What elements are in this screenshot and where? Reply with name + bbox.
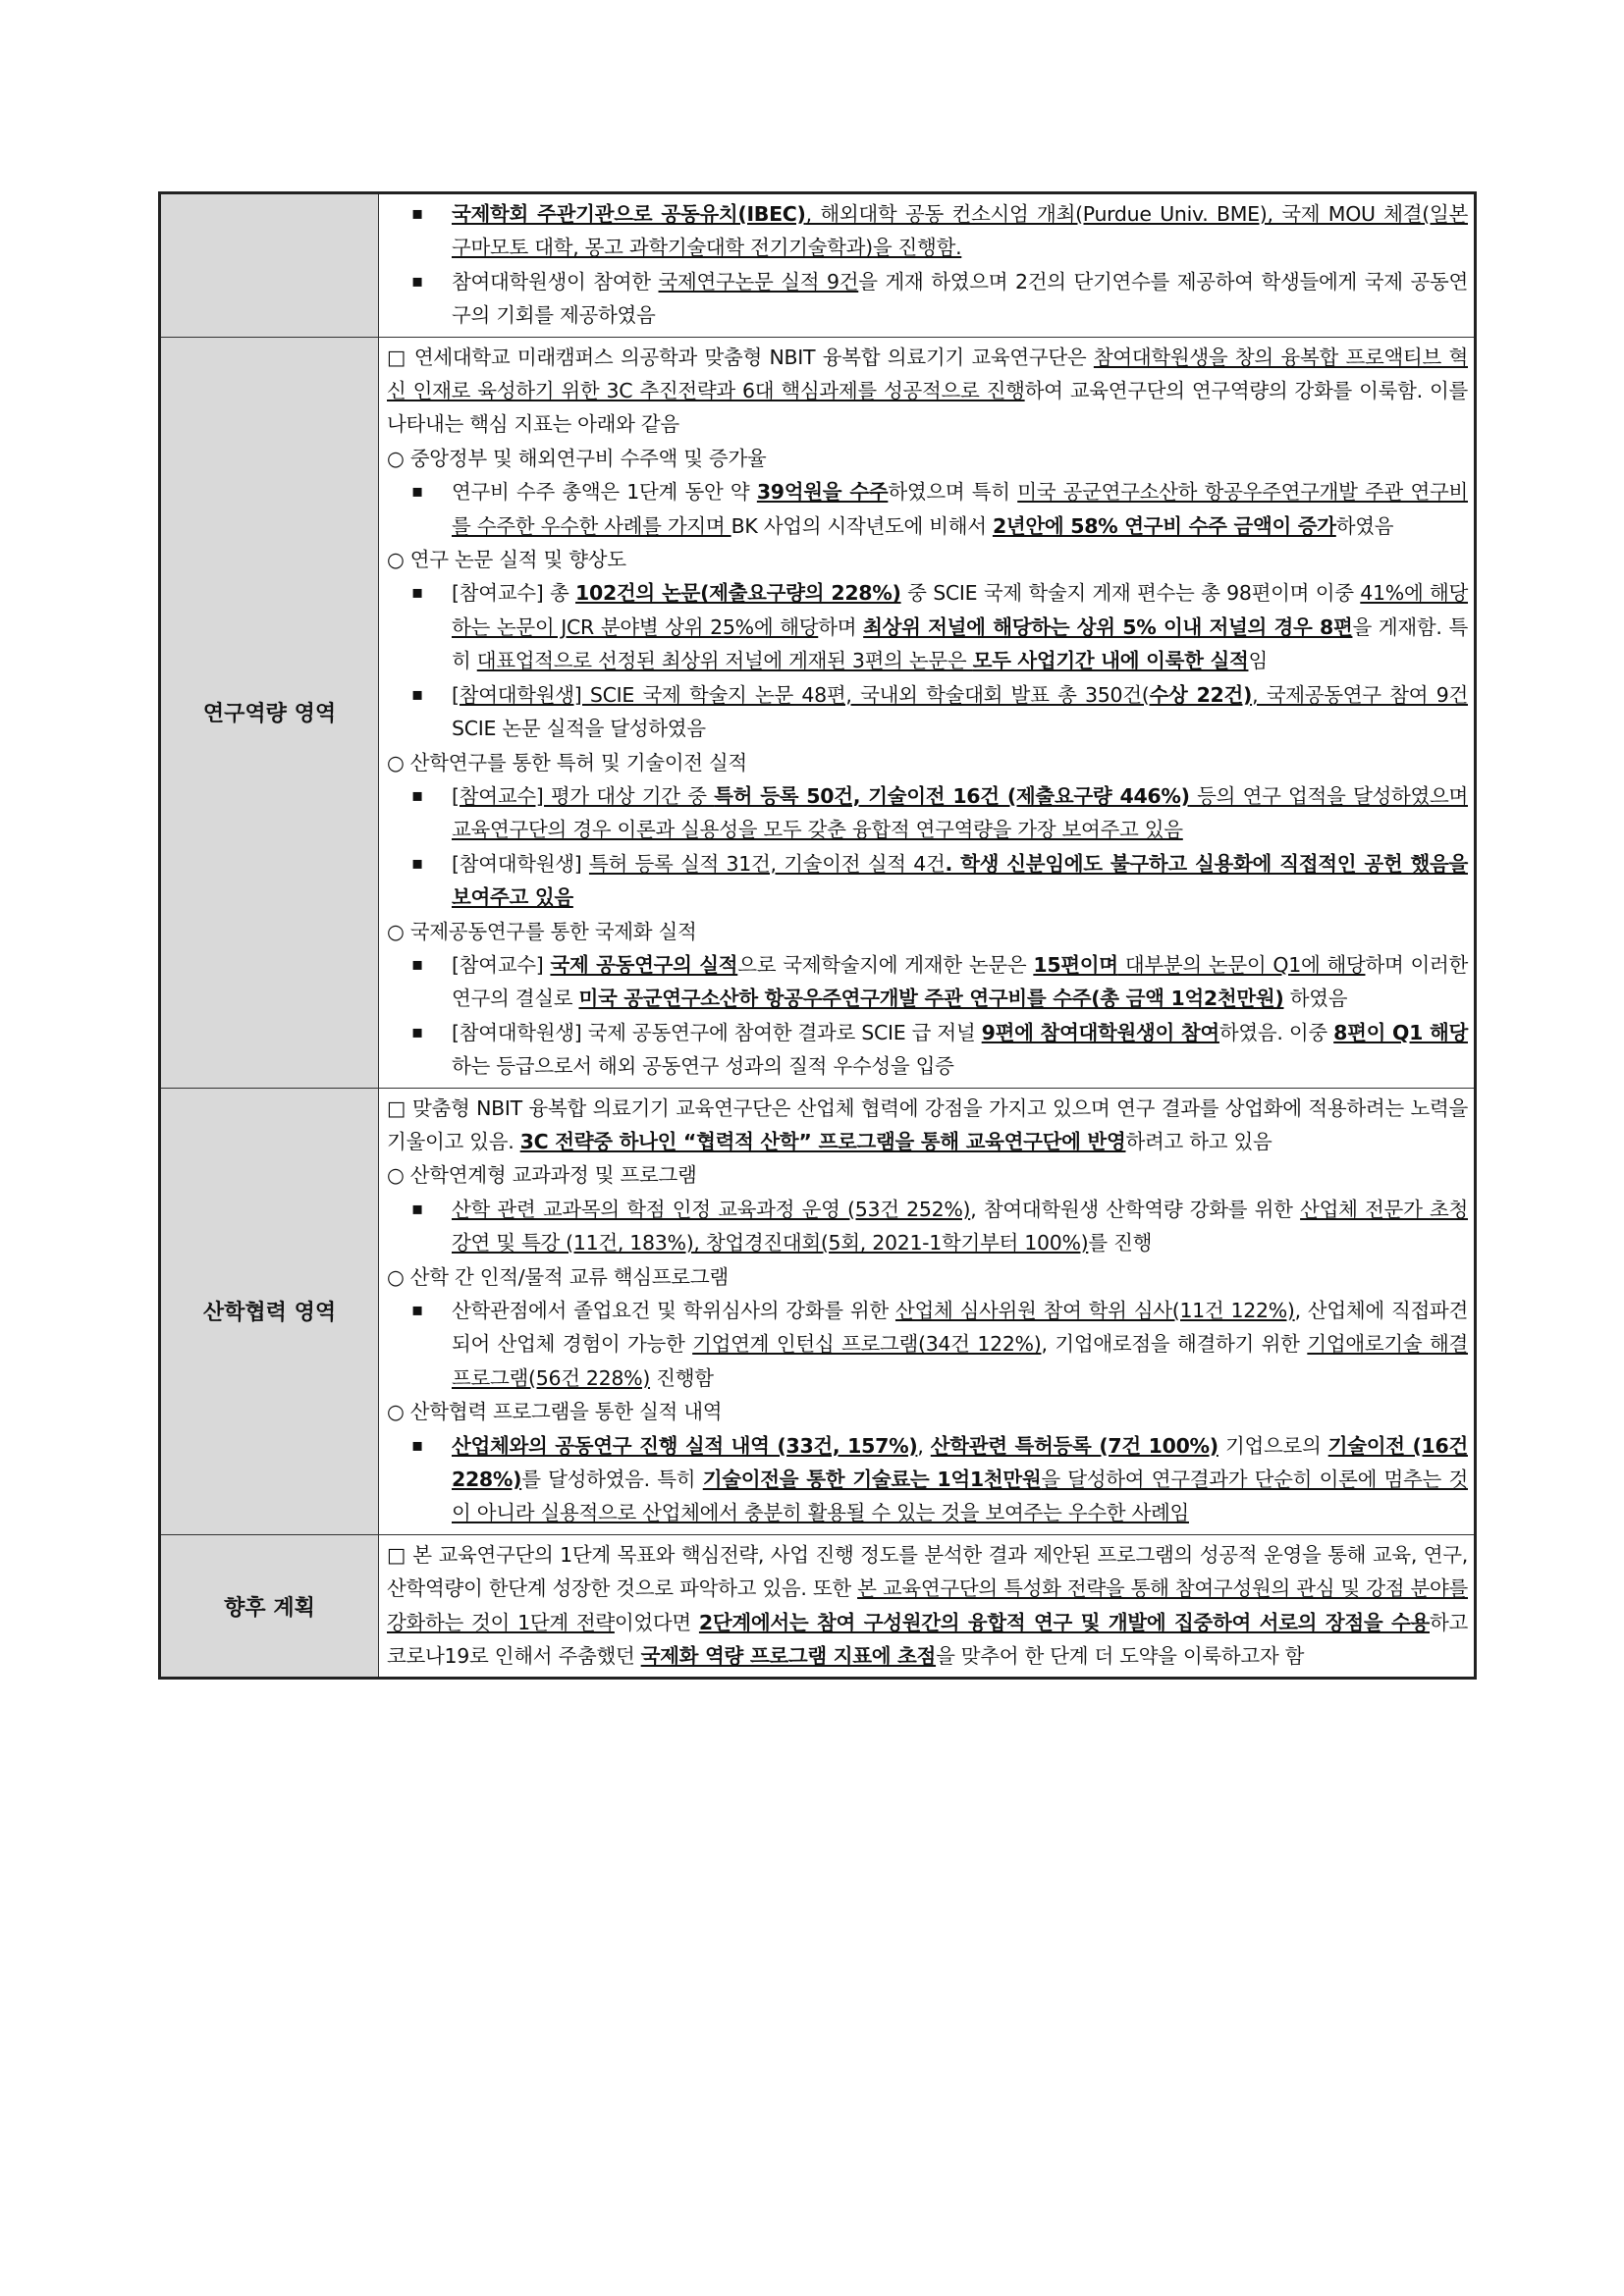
text-run: ○ 산학연구를 통한 특허 및 기술이전 실적 <box>387 750 747 774</box>
subheading <box>387 1260 1468 1294</box>
text-run: 대표업적으로 선정된 최상위 저널에 게재된 3편의 논문은 <box>476 649 973 673</box>
text-run: ○ 산학협력 프로그램을 통한 실적 내역 <box>387 1400 723 1424</box>
text-run: , 산업체에 직접파견되어 산업체 경험이 가능한 <box>452 1299 1468 1357</box>
text-run: 참여대학원생을 창의 융복합 프로액티브 혁신 인재로 육성하기 위한 3C 추진전략과 6대 핵심과제를 성공적으로 진행 <box>387 345 1468 403</box>
text-run: 기업애로기술 해결 프로그램(56건 228%) <box>452 1332 1469 1390</box>
text-run: □ 본 교육연구단의 1단계 목표와 핵심전략, 사업 진행 정도를 분석한 결과 제안된 프로그램의 성공적 운영을 통해 교육, 연구, 산학역량이 한단계 성장한 것으로 파악하고 있음. 또한 <box>387 1542 1468 1601</box>
bullet-item <box>387 847 1468 915</box>
emphasized-text: 국제 공동연구의 실적 <box>550 952 738 977</box>
summary-paragraph <box>387 1092 1468 1159</box>
section-label: 향후 계획 <box>160 1534 379 1679</box>
text-run: 특허 등록 실적 31건, 기술이전 실적 4건 <box>588 851 946 876</box>
emphasized-text: 특허 등록 50건, 기술이전 16건 (제출요구량 446%) <box>714 783 1190 808</box>
text-run: 기업으로의 <box>1218 1433 1328 1458</box>
text-run: [참여대학원생] <box>452 851 589 876</box>
text-run: [참여교수] 평가 대상 기간 중 <box>452 783 715 808</box>
subheading <box>387 1158 1468 1192</box>
section-content <box>379 1534 1476 1679</box>
emphasized-text: 3C 전략중 하나인 “협력적 산학” 프로그램을 통해 교육연구단에 반영 <box>519 1129 1126 1153</box>
emphasized-text: 39억원을 수주 <box>756 480 889 505</box>
text-run: [참여대학원생] SCIE 국제 학술지 논문 48편, 국내외 학술대회 발표 총 350건( <box>452 682 1150 707</box>
text-run: 임 <box>1248 649 1268 673</box>
text-run: 를 진행 <box>1088 1231 1153 1255</box>
subheading <box>387 543 1468 576</box>
text-run: 하여 교육연구단의 연구역량의 강화를 이룩함. 이를 나타내는 핵심 지표는 아래와 같음 <box>387 379 1468 437</box>
text-run: [참여대학원생] 국제 공동연구에 참여한 결과로 SCIE 급 저널 <box>452 1020 982 1044</box>
emphasized-text: . 학생 신분임에도 불구하고 실용화에 직접적인 공헌 했음을 보여주고 있음 <box>452 851 1468 910</box>
text-run: 연구비 수주 총액은 1단계 동안 약 <box>452 480 757 505</box>
summary-paragraph <box>387 341 1468 442</box>
emphasized-text: 9편에 참여대학원생이 참여 <box>981 1020 1219 1044</box>
emphasized-text: 산학관련 특허등록 (7건 100%) <box>930 1433 1218 1458</box>
document-table-body <box>160 193 1476 1679</box>
text-run: BK 사업의 시작년도에 비해서 <box>731 513 993 538</box>
emphasized-text: 15편이며 <box>1033 952 1118 977</box>
text-run: , 해외대학 공동 컨소시엄 개최(Purdue Univ. BME), 국제 MOU 체결(일본 구마모토 대학, 몽고 과학기술대학 전기기술학과)을 진행함. <box>452 202 1468 260</box>
section-content <box>379 337 1476 1088</box>
text-run: 하고 코로나19로 인해서 주춤했던 <box>387 1610 1469 1669</box>
section-label: 연구역량 영역 <box>160 337 379 1088</box>
text-run: 하며 <box>818 614 864 639</box>
text-run: 중 SCIE 국제 학술지 게재 편수는 총 98편이며 이중 <box>900 581 1361 606</box>
text-run: 41%에 해당하는 논문이 JCR 분야별 상위 25%에 해당 <box>452 581 1469 639</box>
text-run: ○ 산학 간 인적/물적 교류 핵심프로그램 <box>387 1264 729 1289</box>
text-run: 이었다면 <box>614 1610 699 1634</box>
text-run: 을 맞추어 한 단계 더 도약을 이룩하고자 함 <box>936 1644 1305 1669</box>
bullet-item <box>387 576 1468 677</box>
section-label <box>160 193 379 338</box>
text-run: 참여대학원생이 참여한 <box>452 269 659 294</box>
text-run: 산업체 심사위원 참여 학위 심사(11건 122%) <box>894 1299 1295 1322</box>
subheading <box>387 442 1468 475</box>
text-run: 산업체 전문가 초청 강연 및 특강 (11건, 183%), 창업경진대회(5회, 2021-1학기부터 100%) <box>452 1197 1468 1255</box>
bullet-item <box>387 1016 1468 1084</box>
emphasized-text: 산업체와의 공동연구 진행 실적 내역 (33건, 157%) <box>452 1433 918 1458</box>
section-content <box>379 193 1476 338</box>
text-run: 진행함 <box>650 1365 714 1390</box>
text-run: 산학 관련 교과목의 학점 인정 교육과정 운영 (53건 252%) <box>452 1197 971 1221</box>
text-run: 대부분의 논문이 Q1에 해당 <box>1117 952 1366 977</box>
text-run: 하였으며 특히 <box>888 480 1018 505</box>
bullet-item <box>387 678 1468 746</box>
subheading <box>387 746 1468 779</box>
text-run: 하는 등급으로서 해외 공동연구 성과의 질적 우수성을 입증 <box>452 1054 954 1079</box>
emphasized-text: 기술이전을 통한 기술료는 1억1천만원 <box>702 1468 1042 1492</box>
text-run: ○ 산학연계형 교과과정 및 프로그램 <box>387 1163 697 1188</box>
emphasized-text: 국제화 역량 프로그램 지표에 초점 <box>640 1644 937 1669</box>
emphasized-text: 102건의 논문(제출요구량의 228%) <box>575 581 901 606</box>
text-run: SCIE 논문 실적을 달성하였음 <box>452 717 706 741</box>
subheading <box>387 1395 1468 1428</box>
bullet-item <box>387 1294 1468 1395</box>
text-run: 국제연구논문 실적 9건 <box>658 269 859 294</box>
text-run: 하였음 <box>1335 513 1394 538</box>
emphasized-text: 기술이전 (16건 228%) <box>452 1433 1468 1492</box>
text-run: [참여교수] 총 <box>452 581 576 606</box>
emphasized-text: 미국 공군연구소산하 항공우주연구개발 주관 연구비를 수주(총 금액 1억2천만원) <box>578 987 1284 1011</box>
section-row <box>160 193 1476 338</box>
section-label: 산학협력 영역 <box>160 1088 379 1534</box>
text-run: 을 달성하여 연구결과가 단순히 이론에 멈추는 것이 아니라 실용적으로 산업체에서 충분히 활용될 수 있는 것을 보여주는 우수한 사례임 <box>452 1468 1468 1525</box>
summary-paragraph <box>387 1538 1468 1674</box>
emphasized-text: 모두 사업기간 내에 이룩한 실적 <box>972 649 1249 673</box>
text-run: 으로 국제학술지에 게재한 논문은 <box>737 952 1034 977</box>
text-run: 산학관점에서 졸업요건 및 학위심사의 강화를 위한 <box>452 1299 895 1322</box>
text-run: 기업연계 인턴십 프로그램(34건 122%) <box>692 1332 1042 1357</box>
bullet-item <box>387 197 1468 265</box>
text-run: □ 연세대학교 미래캠퍼스 의공학과 맞춤형 NBIT 융복합 의료기기 교육연구단은 <box>387 345 1094 369</box>
text-run: , <box>917 1433 931 1458</box>
document-table <box>158 191 1477 1680</box>
bullet-item <box>387 779 1468 847</box>
text-run: ○ 국제공동연구를 통한 국제화 실적 <box>387 919 697 943</box>
bullet-item <box>387 1193 1468 1260</box>
emphasized-text: 2단계에서는 참여 구성원간의 융합적 연구 및 개발에 집중하여 서로의 장점을 수용 <box>698 1610 1430 1634</box>
bullet-item <box>387 475 1468 543</box>
emphasized-text: 국제학회 주관기관으로 공동유치(IBEC) <box>452 202 806 226</box>
text-run: 을 게재함. 특히 <box>452 614 1468 673</box>
text-run: 하려고 하고 있음 <box>1125 1129 1272 1153</box>
bullet-item <box>387 948 1468 1016</box>
section-row <box>160 1534 1476 1679</box>
text-run: [참여교수] <box>452 952 551 977</box>
section-row <box>160 1088 1476 1534</box>
text-run: □ 맞춤형 NBIT 융복합 의료기기 교육연구단은 산업체 협력에 강점을 가지고 있으며 연구 결과를 상업화에 적용하려는 노력을 기울이고 있음. <box>387 1095 1468 1153</box>
subheading <box>387 915 1468 948</box>
text-run: 미국 공군연구소산하 항공우주연구개발 주관 연구비를 수주한 우수한 사례를 가지며 <box>452 480 1468 538</box>
text-run: 등의 연구 업적을 달성하였으며 교육연구단의 경우 이론과 실용성을 모두 갖춘 융합적 연구역량을 가장 보여주고 있음 <box>452 783 1468 842</box>
bullet-item <box>387 1429 1468 1530</box>
text-run: 하며 이러한 연구의 결실로 <box>452 952 1468 1011</box>
emphasized-text: 2년안에 58% 연구비 수주 금액이 증가 <box>992 513 1336 538</box>
section-row <box>160 337 1476 1088</box>
text-run: ○ 연구 논문 실적 및 향상도 <box>387 548 626 572</box>
emphasized-text: 최상위 저널에 해당하는 상위 5% 이내 저널의 경우 8편 <box>863 614 1353 639</box>
text-run: 를 달성하였음. 특히 <box>521 1468 703 1492</box>
emphasized-text: 8편이 Q1 해당 <box>1333 1020 1468 1044</box>
section-content <box>379 1088 1476 1534</box>
bullet-item <box>387 265 1468 333</box>
text-run: ○ 중앙정부 및 해외연구비 수주액 및 증가율 <box>387 446 767 470</box>
text-run: 본 교육연구단의 특성화 전략을 통해 참여구성원의 관심 및 강점 분야를 강화하는 것이 1단계 전략 <box>387 1576 1468 1634</box>
text-run: 하였음 <box>1283 987 1348 1011</box>
emphasized-text: 수상 22건) <box>1149 682 1253 707</box>
text-run: , 참여대학원생 산학역량 강화를 위한 <box>970 1197 1301 1221</box>
text-run: 하였음. 이중 <box>1218 1020 1334 1044</box>
text-run: 을 게재 하였으며 2건의 단기연수를 제공하여 학생들에게 국제 공동연구의 기회를 제공하였음 <box>452 269 1468 328</box>
text-run: , 국제공동연구 참여 9건 <box>1252 682 1469 707</box>
text-run: , 기업애로점을 해결하기 위한 <box>1041 1332 1308 1357</box>
